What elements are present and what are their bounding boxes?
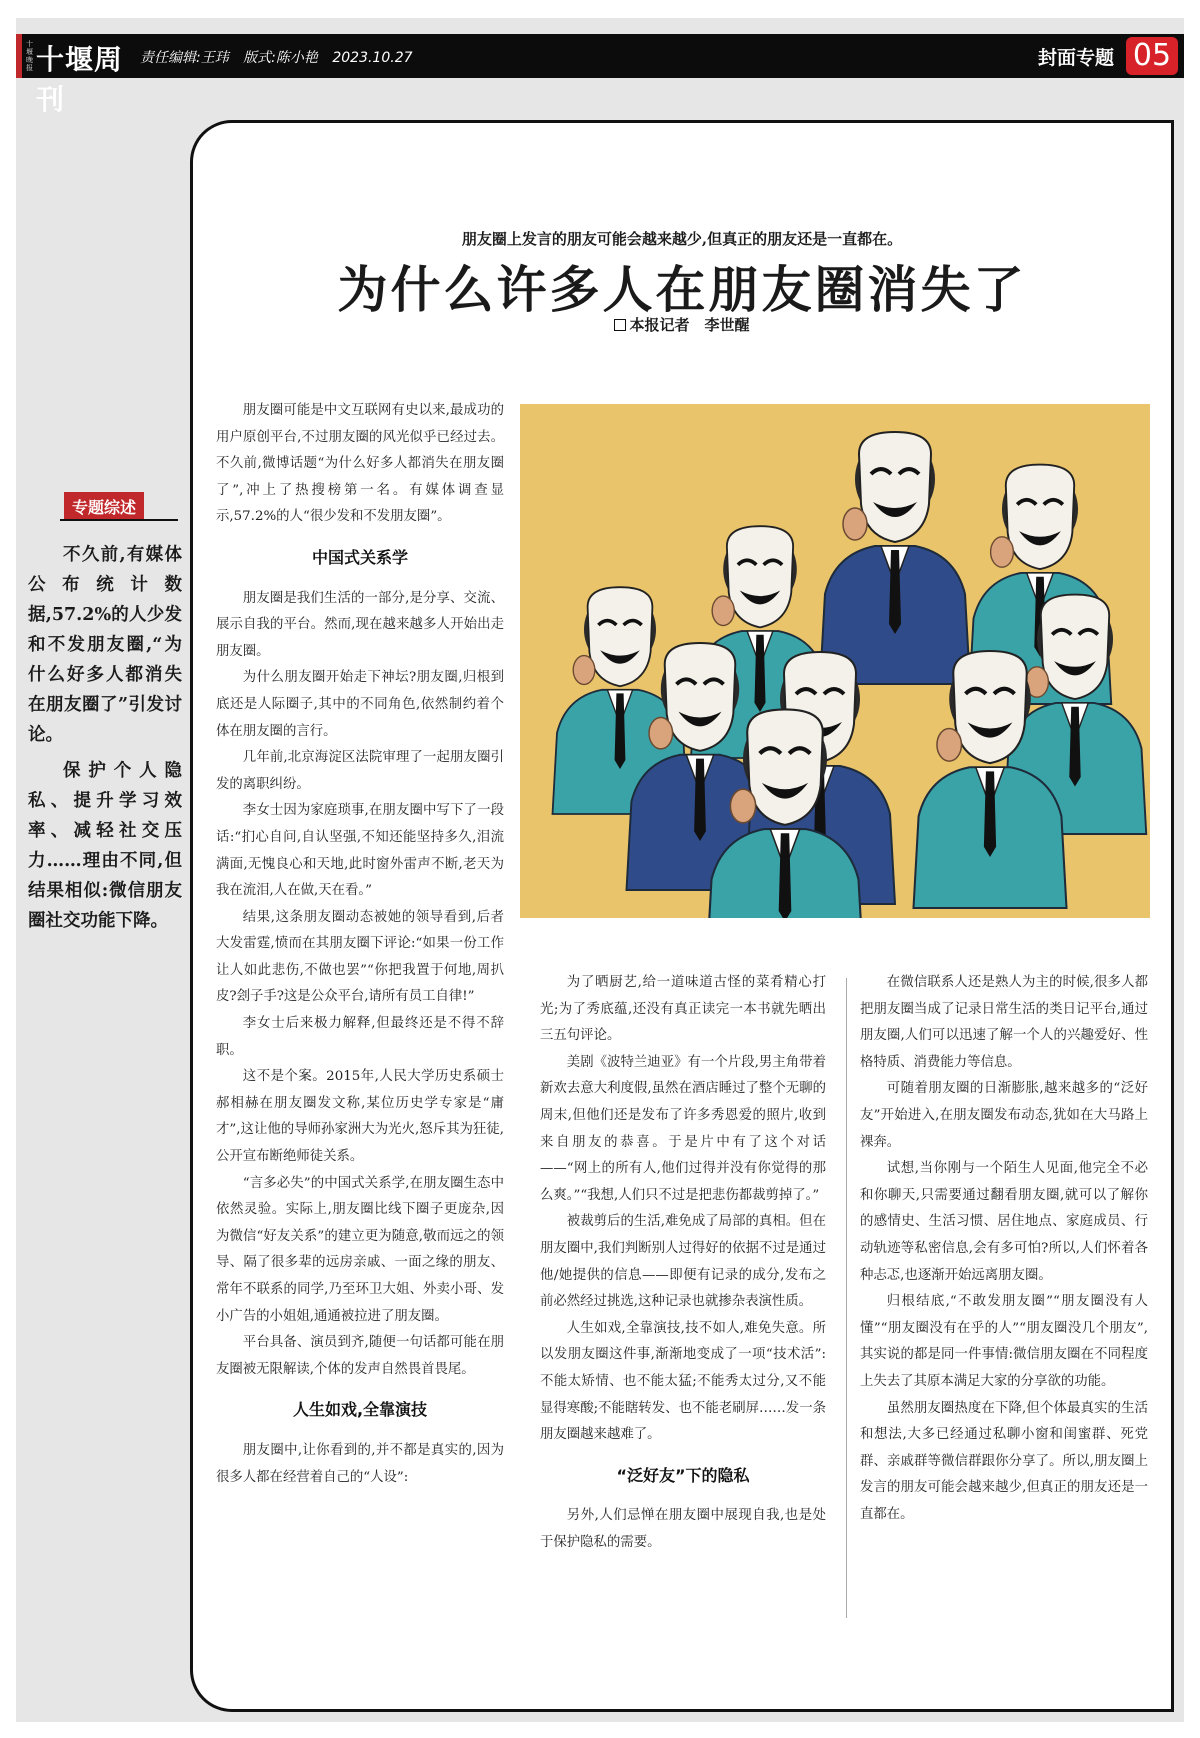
- section-heading: 人生如戏,全靠演技: [292, 1400, 428, 1420]
- editor-credit: 责任编辑:王玮: [140, 50, 229, 66]
- body-paragraph: 为了晒厨艺,给一道味道古怪的菜肴精心打光;为了秀底蕴,还没有真正读完一本书就先晒出三五句评论。: [540, 975, 826, 1044]
- sidebar-tag: 专题综述: [64, 492, 144, 521]
- logo-small-text: 十堰晚报: [26, 40, 33, 72]
- article-column-1: [216, 398, 504, 1491]
- sidebar-paragraph: 保护个人隐私、提升学习效率、减轻社交压力……理由不同,但结果相似:微信朋友圈社交功能下降。: [28, 761, 182, 931]
- section-name: 封面专题: [1037, 47, 1114, 69]
- body-paragraph: 被裁剪后的生活,难免成了局部的真相。但在朋友圈中,我们判断别人过得好的依据不过是通过他/她提供的信息——即便有记录的成分,发布之前必然经过挑选,这种记录也就掺杂表演性质。: [540, 1214, 826, 1310]
- section-heading: 中国式关系学: [311, 547, 408, 567]
- body-paragraph: 试想,当你刚与一个陌生人见面,他完全不必和你聊天,只需要通过翻看朋友圈,就可以了解你的感情史、生活习惯、居住地点、家庭成员、行动轨迹等私密信息,会有多可怕?所以,人们怀着各种忐忑,也逐渐开始远离朋友圈。: [860, 1161, 1148, 1283]
- sidebar-label: [60, 492, 178, 520]
- sidebar-summary: [28, 540, 182, 942]
- issue-date: 2023.10.27: [332, 50, 413, 66]
- body-paragraph: 朋友圈可能是中文互联网有史以来,最成功的用户原创平台,不过朋友圈的风光似乎已经过去。不久前,微博话题“为什么好多人都消失在朋友圈了”,冲上了热搜榜第一名。有媒体调查显示,57.2%的人“很少发和不发朋友圈”。: [216, 403, 504, 525]
- body-paragraph: 人生如戏,全靠演技,技不如人,难免失意。所以发朋友圈这件事,渐渐地变成了一项“技术活”:不能太矫情、也不能太猛;不能秀太过分,又不能显得寒酸;不能瞎转发、也不能老刷屏……发一条朋友圈越来越难了。: [540, 1320, 826, 1443]
- section-heading: “泛好友”下的隐私: [616, 1465, 750, 1485]
- article-byline: [190, 314, 1174, 335]
- body-paragraph: 几年前,北京海淀区法院审理了一起朋友圈引发的离职纠纷。: [216, 750, 504, 792]
- article-column-3: [860, 970, 1148, 1528]
- article-title: 为什么许多人在朋友圈消失了: [337, 260, 1027, 319]
- body-paragraph: 朋友圈是我们生活的一部分,是分享、交流、展示自我的平台。然而,现在越来越多人开始出走朋友圈。: [216, 590, 504, 659]
- byline-text: 本报记者 李世醒: [629, 316, 750, 334]
- body-paragraph: 这不是个案。2015年,人民大学历史系硕士郝相赫在朋友圈发文称,某位历史学专家是“庸才”,这让他的导师孙家洲大为光火,怒斥其为狂徒,公开宣布断绝师徒关系。: [216, 1069, 504, 1165]
- masthead: [16, 34, 1184, 116]
- byline-box-icon: [614, 319, 626, 331]
- column-divider: [846, 978, 847, 1618]
- masked-businessmen-illustration: [520, 404, 1150, 918]
- body-paragraph: 结果,这条朋友圈动态被她的领导看到,后者大发雷霆,愤而在其朋友圈下评论:“如果一份工作让人如此悲伤,不做也罢”“你把我置于何地,周扒皮?刽子手?这是公众平台,请所有员工自律!”: [216, 909, 504, 1005]
- layout-credit: 版式:陈小艳: [243, 50, 318, 66]
- page-number: 05: [1126, 37, 1178, 75]
- masked-figure: [820, 432, 970, 684]
- body-paragraph: “言多必失”的中国式关系学,在朋友圈生态中依然灵验。实际上,朋友圈比线下圈子更庞杂,因为微信“好友关系”的建立更为随意,敬而远之的领导、隔了很多辈的远房亲戚、一面之缘的朋友、常年不联系的同学,乃至环卫大姐、外卖小哥、发小广告的小姐姐,通通被拉进了朋友圈。: [216, 1175, 504, 1324]
- article-column-2: [540, 970, 826, 1556]
- body-paragraph: 平台具备、演员到齐,随便一句话都可能在朋友圈被无限解读,个体的发声自然畏首畏尾。: [216, 1335, 504, 1377]
- body-paragraph: 美剧《波特兰迪亚》有一个片段,男主角带着新欢去意大利度假,虽然在酒店睡过了整个无聊的周末,但他们还是发布了许多秀恩爱的照片,收到来自朋友的恭喜。于是片中有了这个对话——“网上的所有人,他们过得并没有你觉得的那么爽。”“我想,人们只不过是把悲伤都裁剪掉了。”: [540, 1054, 826, 1203]
- credits-line: [140, 47, 423, 67]
- publication-logo: [16, 34, 126, 116]
- body-paragraph: 在微信联系人还是熟人为主的时候,很多人都把朋友圈当成了记录日常生活的类日记平台,通过朋友圈,人们可以迅速了解一个人的兴趣爱好、性格特质、消费能力等信息。: [860, 975, 1148, 1070]
- body-paragraph: 可随着朋友圈的日渐膨胀,越来越多的“泛好友”开始进入,在朋友圈发布动态,犹如在大马路上裸奔。: [860, 1081, 1148, 1150]
- body-paragraph: 为什么朋友圈开始走下神坛?朋友圈,归根到底还是人际圈子,其中的不同角色,依然制约着个体在朋友圈的言行。: [216, 670, 504, 739]
- body-paragraph: 李女士后来极力解释,但最终还是不得不辞职。: [216, 1016, 504, 1058]
- logo-text: 十堰周刊: [36, 43, 124, 116]
- sidebar-paragraph: 不久前,有媒体公布统计数据,57.2%的人少发和不发朋友圈,“为什么好多人都消失在朋友圈了”引发讨论。: [28, 545, 182, 745]
- article-kicker: 朋友圈上发言的朋友可能会越来越少,但真正的朋友还是一直都在。: [461, 230, 903, 248]
- body-paragraph: 归根结底,“不敢发朋友圈”“朋友圈没有人懂”“朋友圈没有在乎的人”“朋友圈没几个朋友”,其实说的都是同一件事情:微信朋友圈在不同程度上失去了其原本满足大家的分享欲的功能。: [860, 1294, 1148, 1389]
- body-paragraph: 朋友圈中,让你看到的,并不都是真实的,因为很多人都在经营着自己的“人设”:: [216, 1442, 504, 1485]
- body-paragraph: 另外,人们忌惮在朋友圈中展现自我,也是处于保护隐私的需要。: [540, 1508, 826, 1550]
- sidebar-rule: [60, 519, 178, 521]
- body-paragraph: 李女士因为家庭琐事,在朋友圈中写下了一段话:“扪心自问,自认坚强,不知还能坚持多久,泪流满面,无愧良心和天地,此时窗外雷声不断,老天为我在流泪,人在做,天在看。”: [216, 803, 504, 899]
- body-paragraph: 虽然朋友圈热度在下降,但个体最真实的生活和想法,大多已经通过私聊小窗和闺蜜群、死党群、亲戚群等微信群跟你分享了。所以,朋友圈上发言的朋友可能会越来越少,但真正的朋友还是一直都在。: [860, 1400, 1148, 1522]
